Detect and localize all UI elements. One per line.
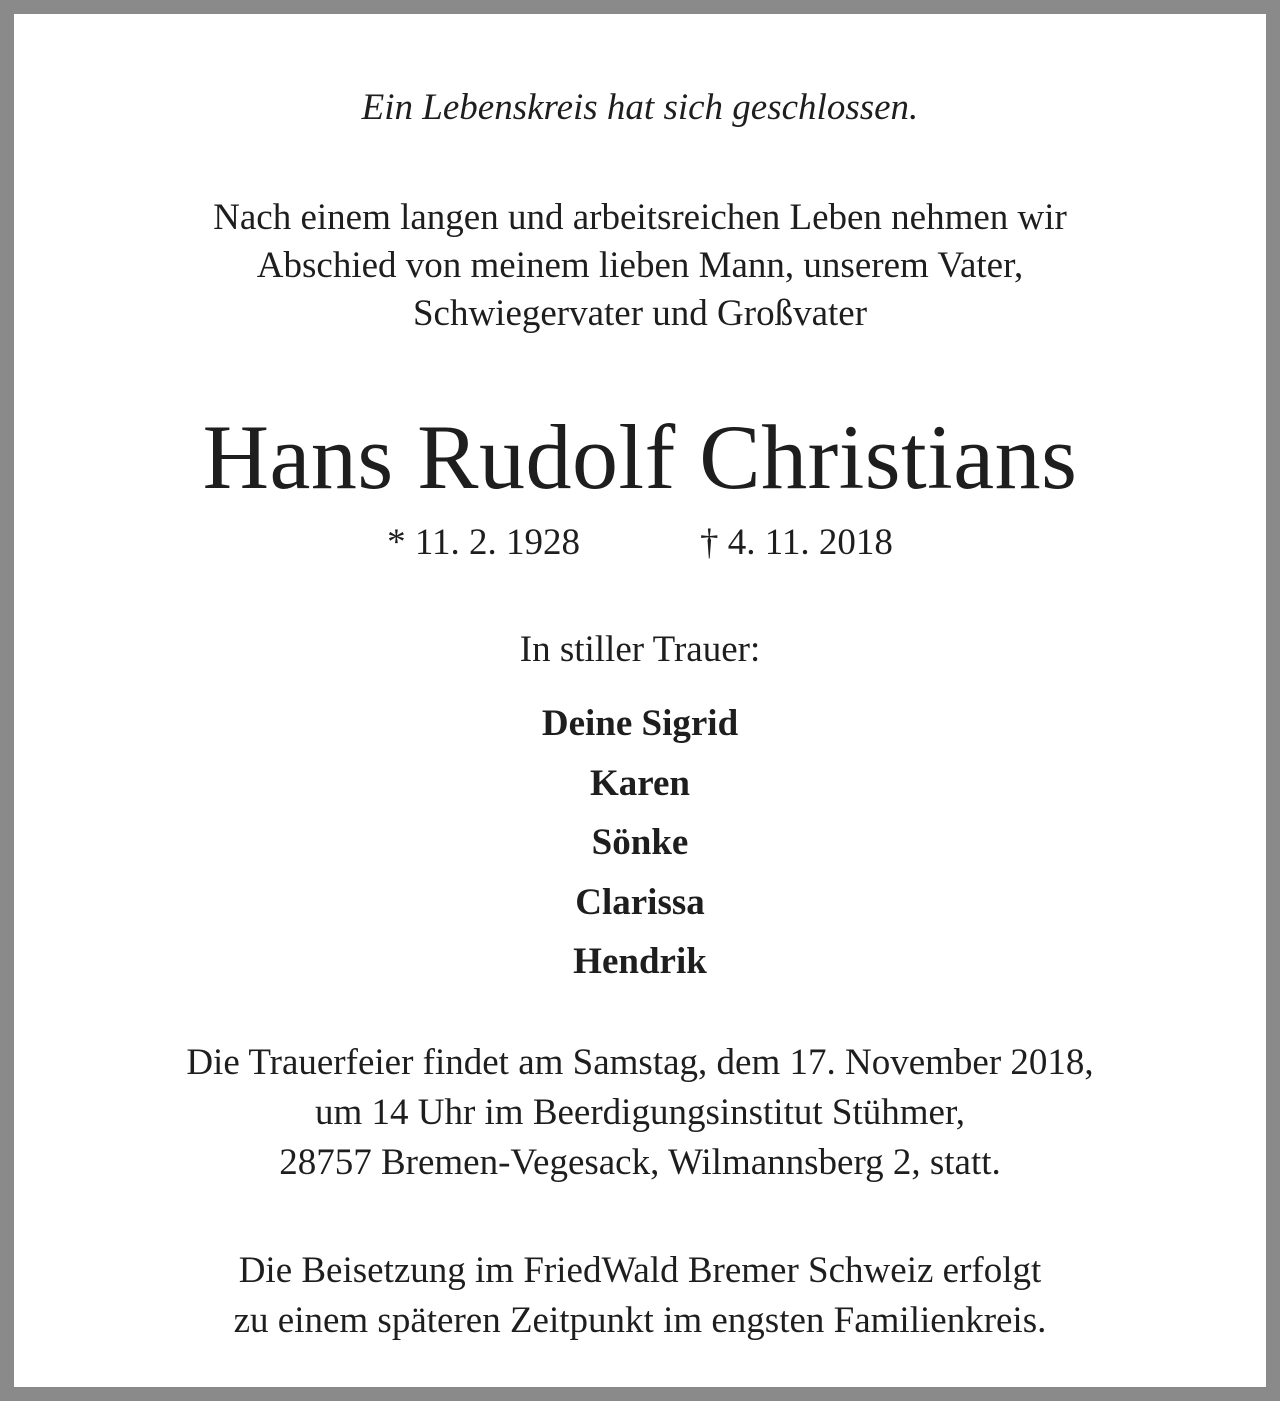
ceremony-line: 28757 Bremen-Vegesack, Wilmannsberg 2, statt. [279,1142,1001,1183]
motto: Ein Lebenskreis hat sich geschlossen. [361,87,919,128]
life-dates [14,519,1266,567]
ceremony-line: um 14 Uhr im Beerdigungsinstitut Stühmer, [314,1092,966,1133]
burial-line: zu einem späteren Zeitpunkt im engsten Familienkreis. [233,1300,1047,1341]
intro-line: Abschied von meinem lieben Mann, unserem Vater, [256,245,1024,286]
ceremony-info [14,1038,1266,1188]
intro-line: Nach einem langen und arbeitsreichen Leben nehmen wir [213,197,1067,238]
burial-line: Die Beisetzung im FriedWald Bremer Schweiz erfolgt [238,1250,1042,1291]
mourner-name: Sönke [591,822,689,863]
intro-line: Schwiegervater und Großvater [412,293,868,334]
mourner-name: Deine Sigrid [541,703,739,744]
mourners-list [14,694,1266,992]
ceremony-line: Die Trauerfeier findet am Samstag, dem 17. November 2018, [186,1042,1094,1083]
burial-info [14,1246,1266,1346]
mourner-name: Hendrik [573,941,707,982]
mourner-name: Karen [589,762,691,804]
death-date: † 4. 11. 2018 [700,522,893,563]
birth-date: * 11. 2. 1928 [387,522,580,563]
mourning-label: In stiller Trauer: [519,629,761,670]
deceased-name: Hans Rudolf Christians [202,406,1078,508]
mourner-name: Clarissa [575,881,705,923]
intro-text [14,194,1266,338]
